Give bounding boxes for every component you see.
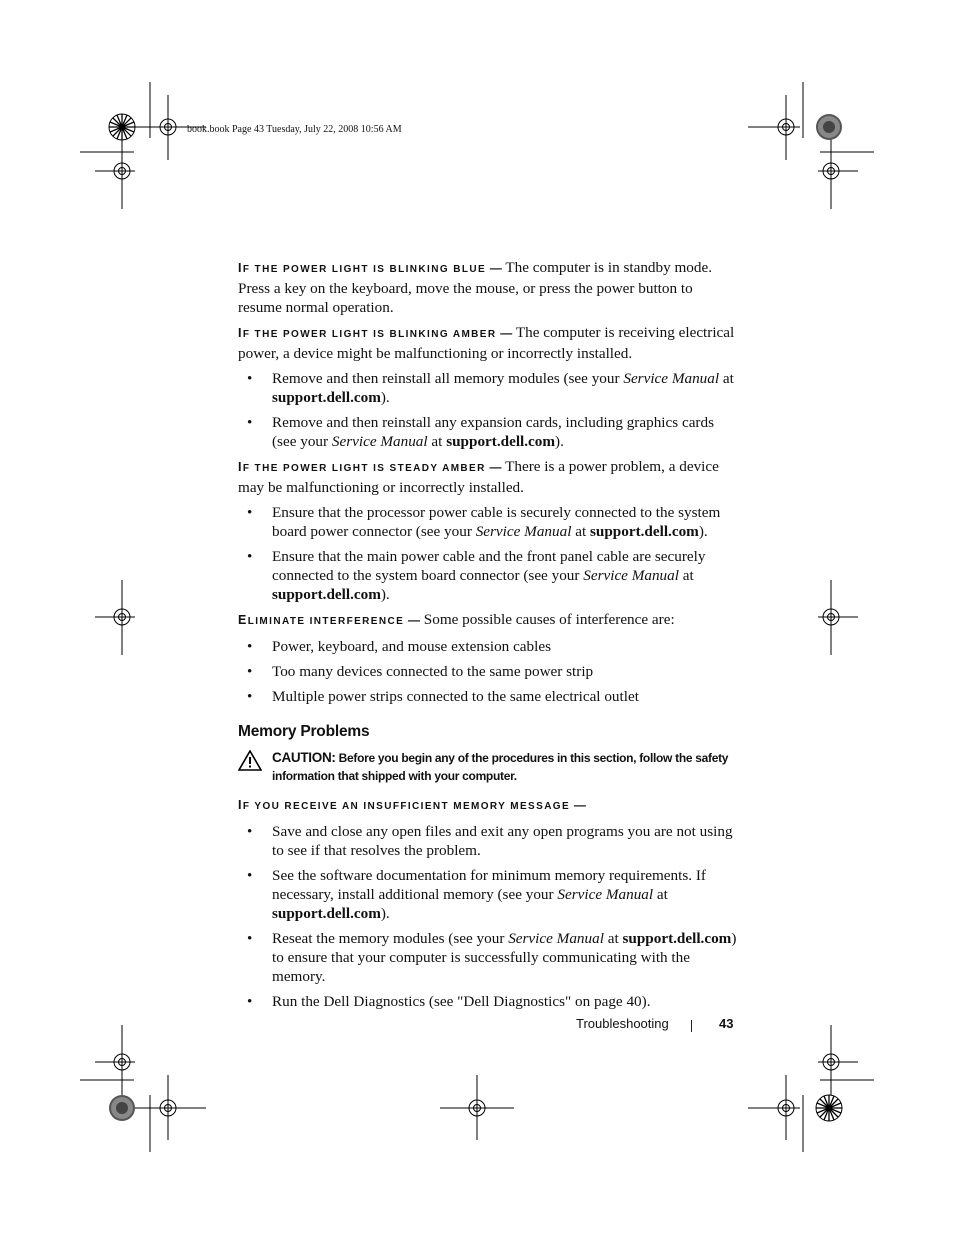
blue-light-paragraph: IF THE POWER LIGHT IS BLINKING BLUE — The computer is in standby mode. Press a key on the keyboard, move the mouse, or press the power button to resume normal operation. xyxy=(238,259,713,316)
memory-list xyxy=(238,822,738,1011)
insufficient-memory-heading: IF YOU RECEIVE AN INSUFFICIENT MEMORY MESSAGE xyxy=(238,798,571,812)
list-item: • Remove and then reinstall any expansion cards, including graphics cards (see your Service Manual at support.dell.com). xyxy=(238,413,738,451)
blue-light-heading: IF THE POWER LIGHT IS BLINKING BLUE xyxy=(238,261,487,275)
list-item: • Too many devices connected to the same power strip xyxy=(238,662,738,681)
list-item: • Ensure that the main power cable and the front panel cable are securely connected to the system board connector (see your Service Manual at support.dell.com). xyxy=(238,547,738,604)
interference-paragraph: ELIMINATE INTERFERENCE — Some possible causes of interference are: xyxy=(238,611,675,628)
support-link[interactable]: support.dell.com xyxy=(272,586,381,603)
memory-problems-title: Memory Problems xyxy=(238,723,370,740)
caution-label: CAUTION: xyxy=(272,750,336,765)
list-item: • Ensure that the processor power cable is securely connected to the system board power connector (see your Service Manual at support.dell.com). xyxy=(238,503,738,541)
support-link[interactable]: support.dell.com xyxy=(272,389,381,406)
print-header-info: book.book Page 43 Tuesday, July 22, 2008 10:56 AM xyxy=(187,124,402,135)
support-link[interactable]: support.dell.com xyxy=(446,433,556,450)
blue-light-text: The computer is in standby mode. Press a key on the keyboard, move the mouse, or press the power button to resume normal operation. xyxy=(238,259,713,316)
amber-steady-paragraph: IF THE POWER LIGHT IS STEADY AMBER — There is a power problem, a device may be malfunctioning or incorrectly installed. xyxy=(238,458,719,496)
interference-heading: ELIMINATE INTERFERENCE xyxy=(238,613,405,627)
list-item: • Reseat the memory modules (see your Service Manual at support.dell.com) to ensure that your computer is successfully communicating with the memory. xyxy=(238,929,738,986)
list-item: • See the software documentation for minimum memory requirements. If necessary, install additional memory (see your Service Manual at support.dell.com). xyxy=(238,866,738,923)
list-item: • Save and close any open files and exit any open programs you are not using to see if that resolves the problem. xyxy=(238,822,738,860)
amber-steady-list xyxy=(238,503,738,604)
support-link[interactable]: support.dell.com xyxy=(272,905,381,922)
page-body xyxy=(238,258,738,1017)
list-item: • Run the Dell Diagnostics (see "Dell Diagnostics" on page 40). xyxy=(238,992,738,1011)
warning-triangle-icon xyxy=(238,750,262,771)
interference-list xyxy=(238,637,738,706)
footer-divider xyxy=(691,1020,692,1032)
list-item: • Remove and then reinstall all memory modules (see your Service Manual at support.dell.com). xyxy=(238,369,738,407)
list-item: • Power, keyboard, and mouse extension cables xyxy=(238,637,738,656)
footer-section-name: Troubleshooting xyxy=(576,1016,669,1031)
page-number: 43 xyxy=(719,1016,734,1031)
caution-note xyxy=(238,749,738,785)
amber-blink-text: The computer is receiving electrical power, a device might be malfunctioning or incorrectly installed. xyxy=(238,324,735,362)
insufficient-memory-paragraph: IF YOU RECEIVE AN INSUFFICIENT MEMORY MESSAGE — xyxy=(238,798,586,812)
support-link[interactable]: support.dell.com xyxy=(622,930,732,947)
support-link[interactable]: support.dell.com xyxy=(589,523,699,540)
amber-blink-list xyxy=(238,369,738,451)
amber-steady-text: There is a power problem, a device may be malfunctioning or incorrectly installed. xyxy=(238,458,719,496)
interference-text: Some possible causes of interference are: xyxy=(423,611,675,628)
amber-steady-heading: IF THE POWER LIGHT IS STEADY AMBER xyxy=(238,460,486,474)
amber-blink-heading: IF THE POWER LIGHT IS BLINKING AMBER xyxy=(238,326,497,340)
caution-text: Before you begin any of the procedures in this section, follow the safety information that shipped with your computer. xyxy=(272,751,729,783)
list-item: • Multiple power strips connected to the same electrical outlet xyxy=(238,687,738,706)
amber-blink-paragraph: IF THE POWER LIGHT IS BLINKING AMBER — The computer is receiving electrical power, a device might be malfunctioning or incorrectly installed. xyxy=(238,324,735,362)
